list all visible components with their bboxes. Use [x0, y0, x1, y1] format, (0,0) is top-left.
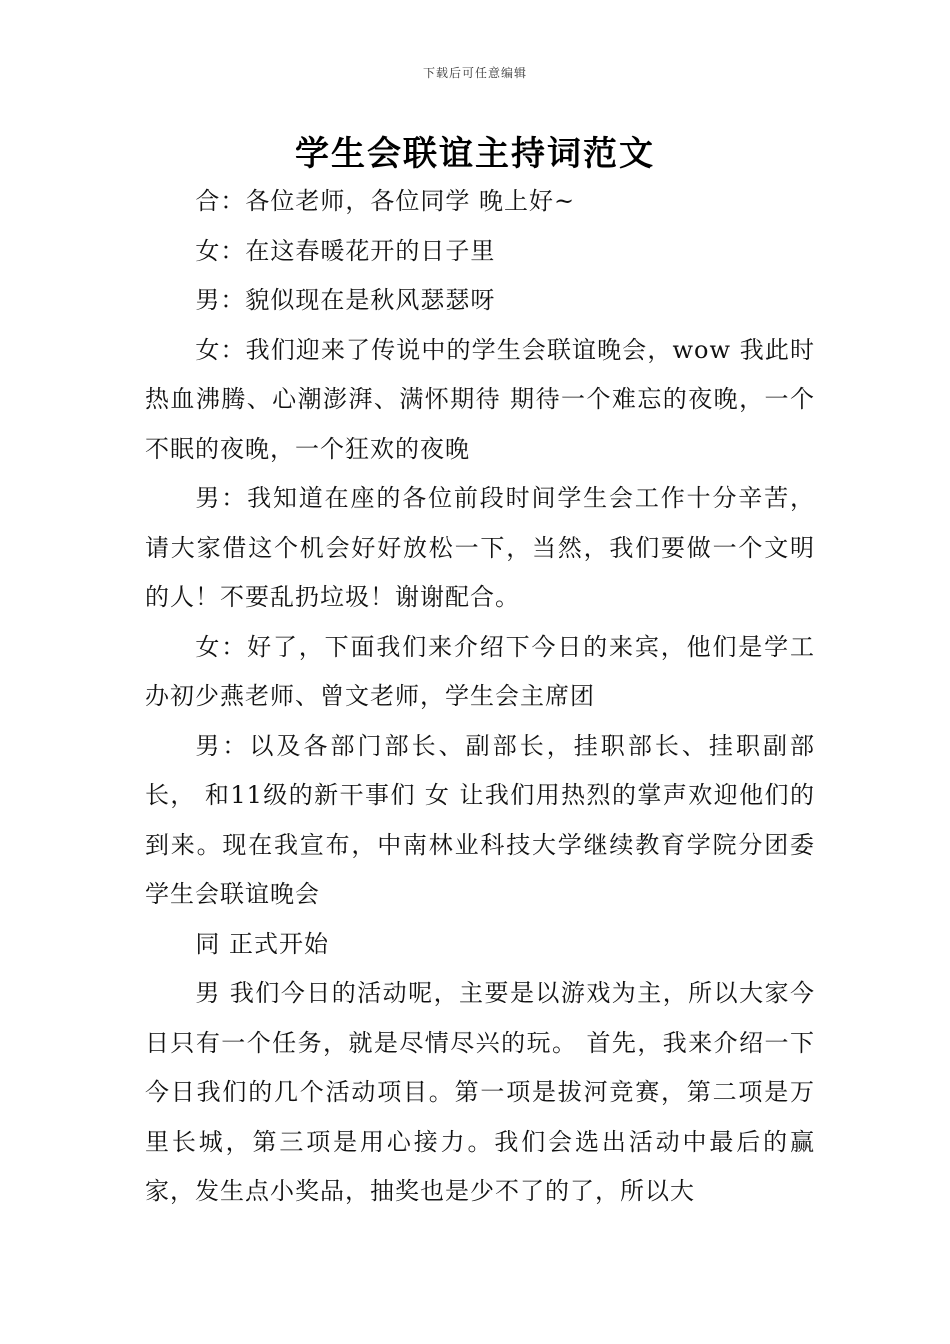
paragraph: 合：各位老师，各位同学 晚上好~ [195, 187, 576, 215]
document-body [145, 177, 815, 1217]
header-note: 下载后可任意编辑 [422, 66, 527, 80]
paragraph: 男 我们今日的活动呢，主要是以游戏为主，所以大家今日只有一个任务，就是尽情尽兴的玩。 首先，我来介绍一下今日我们的几个活动项目。第一项是拔河竞赛，第二项是万里长城，第三项是用心接力。我们会选出活动中最后的赢家，发生点小奖品，抽奖也是少不了的了，所以大 [145, 979, 815, 1205]
paragraph: 男：我知道在座的各位前段时间学生会工作十分辛苦，请大家借这个机会好好放松一下，当然，我们要做一个文明的人！不要乱扔垃圾！谢谢配合。 [145, 484, 815, 611]
document-title: 学生会联谊主持词范文 [295, 134, 655, 174]
paragraph: 女：我们迎来了传说中的学生会联谊晚会，wow 我此时热血沸腾、心潮澎湃、满怀期待 期待一个难忘的夜晚，一个不眠的夜晚，一个狂欢的夜晚 [145, 335, 815, 463]
paragraph: 同 正式开始 [195, 929, 330, 958]
paragraph: 女：好了，下面我们来介绍下今日的来宾，他们是学工办初少燕老师、曾文老师，学生会主席团 [145, 632, 815, 710]
paragraph: 男：以及各部门部长、副部长，挂职部长、挂职副部长， 和11级的新干事们 女 让我们用热烈的掌声欢迎他们的到来。现在我宣布，中南林业科技大学继续教育学院分团委学生会联谊晚会 [145, 731, 815, 908]
paragraph: 男：貌似现在是秋风瑟瑟呀 [195, 286, 496, 314]
paragraph: 女：在这春暖花开的日子里 [195, 236, 496, 265]
